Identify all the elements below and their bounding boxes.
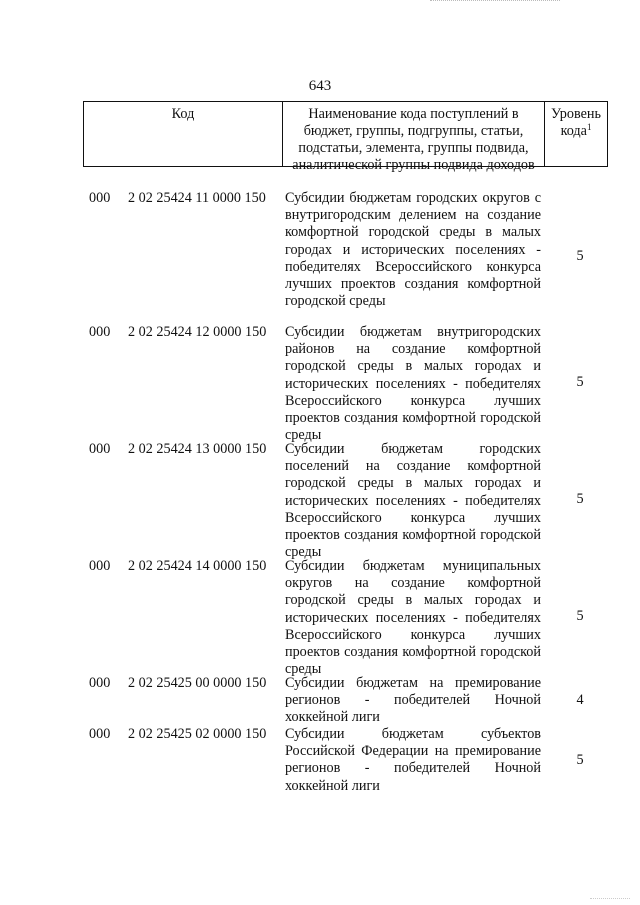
row-level: 5 <box>576 752 584 768</box>
row-code: 2 02 25425 00 0000 150 <box>128 675 267 691</box>
row-code: 2 02 25424 11 0000 150 <box>128 190 266 206</box>
table-header <box>83 101 608 173</box>
row-name: Субсидии бюджетам на премирование регионов - победителей Ночной хоккейной лиги <box>285 675 541 726</box>
row-code: 2 02 25424 12 0000 150 <box>128 324 267 340</box>
header-code-label: Код <box>171 106 195 122</box>
row-level: 5 <box>576 608 584 624</box>
row-level: 4 <box>576 692 584 708</box>
row-name: Субсидии бюджетам внутригородских районов на создание комфортной городской среды в малых городах и исторических поселениях - победителях Всероссийского конкурса лучших проектов создания комфортной городской среды <box>285 324 541 444</box>
row-name: Субсидии бюджетам субъектов Российской Федерации на премирование регионов - победителей Ночной хоккейной лиги <box>285 726 541 794</box>
row-name: Субсидии бюджетам городских поселений на создание комфортной городской среды в малых городах и исторических поселениях - победителях Всероссийского конкурса лучших проектов создания комфортной городской среды <box>285 441 541 561</box>
header-level-footnote: 1 <box>586 122 592 132</box>
row-prefix: 000 <box>89 324 111 340</box>
row-code: 2 02 25424 13 0000 150 <box>128 441 267 457</box>
row-level: 5 <box>576 491 584 507</box>
row-prefix: 000 <box>89 675 111 691</box>
row-prefix: 000 <box>89 558 111 574</box>
scan-artifact-top <box>430 0 560 1</box>
row-prefix: 000 <box>89 190 111 206</box>
header-level-label: Уровень кода <box>551 106 601 139</box>
header-code-cell <box>84 102 283 166</box>
scan-artifact-bottom <box>590 898 630 899</box>
row-prefix: 000 <box>89 441 111 457</box>
row-name: Субсидии бюджетам городских округов с внутригородским делением на создание комфортной городской среды в малых городах и исторических поселениях - победителях Всероссийского конкурса лучших проектов создания комфортной городской среды <box>285 190 541 310</box>
header-level-cell <box>545 102 607 166</box>
row-name: Субсидии бюджетам муниципальных округов на создание комфортной городской среды в малых городах и исторических поселениях - победителях Всероссийского конкурса лучших проектов создания комфортной городской среды <box>285 558 541 678</box>
row-level: 5 <box>576 374 584 390</box>
row-prefix: 000 <box>89 726 111 742</box>
header-name-label: Наименование кода поступлений в бюджет, группы, подгруппы, статьи, подстатьи, элемента, группы подвида, аналитической группы подвида доходов <box>292 106 535 173</box>
row-code: 2 02 25425 02 0000 150 <box>128 726 267 742</box>
row-level: 5 <box>576 248 584 264</box>
row-code: 2 02 25424 14 0000 150 <box>128 558 267 574</box>
header-name-cell <box>283 102 545 173</box>
page-number: 643 <box>308 78 332 94</box>
